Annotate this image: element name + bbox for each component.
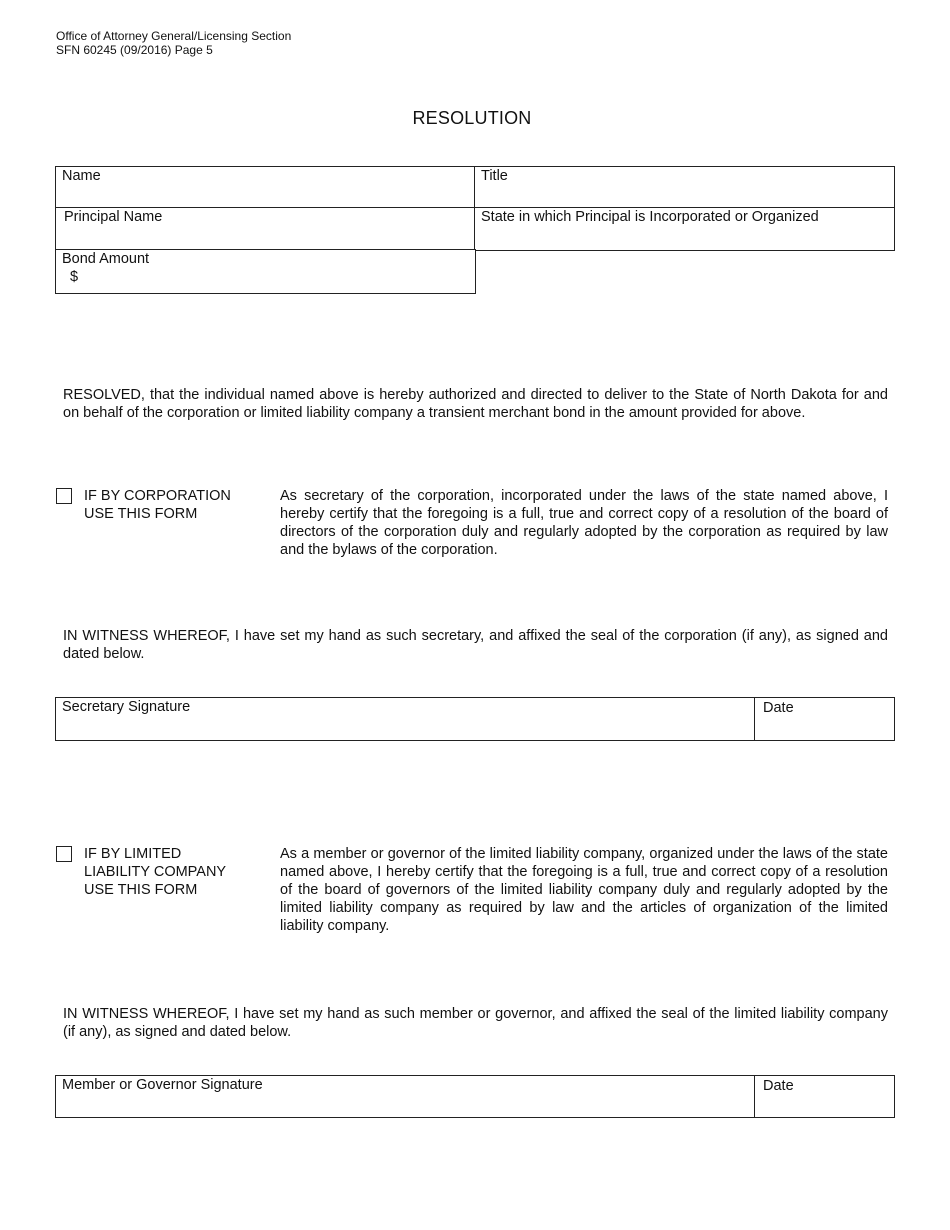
form-number: SFN 60245 (09/2016) Page 5 (56, 43, 213, 57)
name-field[interactable] (55, 166, 476, 209)
secretary-date-label: Date (763, 700, 794, 716)
corporation-form-label: IF BY CORPORATION USE THIS FORM (84, 488, 231, 522)
member-signature-field[interactable] (55, 1075, 756, 1118)
corporation-certification: As secretary of the corporation, incorporated under the laws of the state named above, I hereby certify that the foregoing is a full, true and correct copy of a resolution of the board of directors of the corporation duly and regularly adopted by the corporation as required by law and the bylaws of the corporation. (280, 488, 888, 558)
principal-name-field[interactable] (55, 207, 476, 251)
state-field[interactable] (474, 207, 895, 251)
llc-witness-paragraph: IN WITNESS WHEREOF, I have set my hand as such member or governor, and affixed the seal of the limited liability company (if any), as signed and dated below. (63, 1006, 888, 1040)
corporation-witness-paragraph: IN WITNESS WHEREOF, I have set my hand as such secretary, and affixed the seal of the corporation (if any), as signed and dated below. (63, 628, 888, 662)
corporation-checkbox[interactable] (56, 488, 72, 504)
secretary-date-field[interactable] (754, 697, 895, 741)
llc-form-label: IF BY LIMITED LIABILITY COMPANY USE THIS FORM (84, 846, 227, 898)
secretary-signature-field[interactable] (55, 697, 756, 741)
resolved-paragraph: RESOLVED, that the individual named above is hereby authorized and directed to deliver to the State of North Dakota for and on behalf of the corporation or limited liability company a transient merchant bond in the amount provided for above. (63, 387, 888, 421)
state-label: State in which Principal is Incorporated or Organized (481, 209, 819, 225)
llc-checkbox[interactable] (56, 846, 72, 862)
bond-amount-label: Bond Amount (62, 251, 150, 267)
principal-name-label: Principal Name (64, 209, 163, 225)
title-field[interactable] (474, 166, 895, 209)
member-date-label: Date (763, 1078, 794, 1094)
member-signature-label: Member or Governor Signature (62, 1077, 263, 1093)
llc-certification: As a member or governor of the limited liability company, organized under the laws of the state named above, I hereby certify that the foregoing is a full, true and correct copy of a resolution of the board of governors of the limited liability company duly and regularly adopted by the limited liability company as required by law and the articles of organization of the limited liability company. (280, 846, 888, 934)
secretary-signature-label: Secretary Signature (62, 699, 191, 715)
currency-symbol: $ (70, 269, 79, 285)
member-date-field[interactable] (754, 1075, 895, 1118)
bond-amount-field[interactable] (55, 249, 476, 294)
title-label: Title (481, 168, 508, 184)
page-title: RESOLUTION (412, 108, 532, 128)
name-label: Name (62, 168, 101, 184)
office-header: Office of Attorney General/Licensing Section (56, 29, 292, 43)
